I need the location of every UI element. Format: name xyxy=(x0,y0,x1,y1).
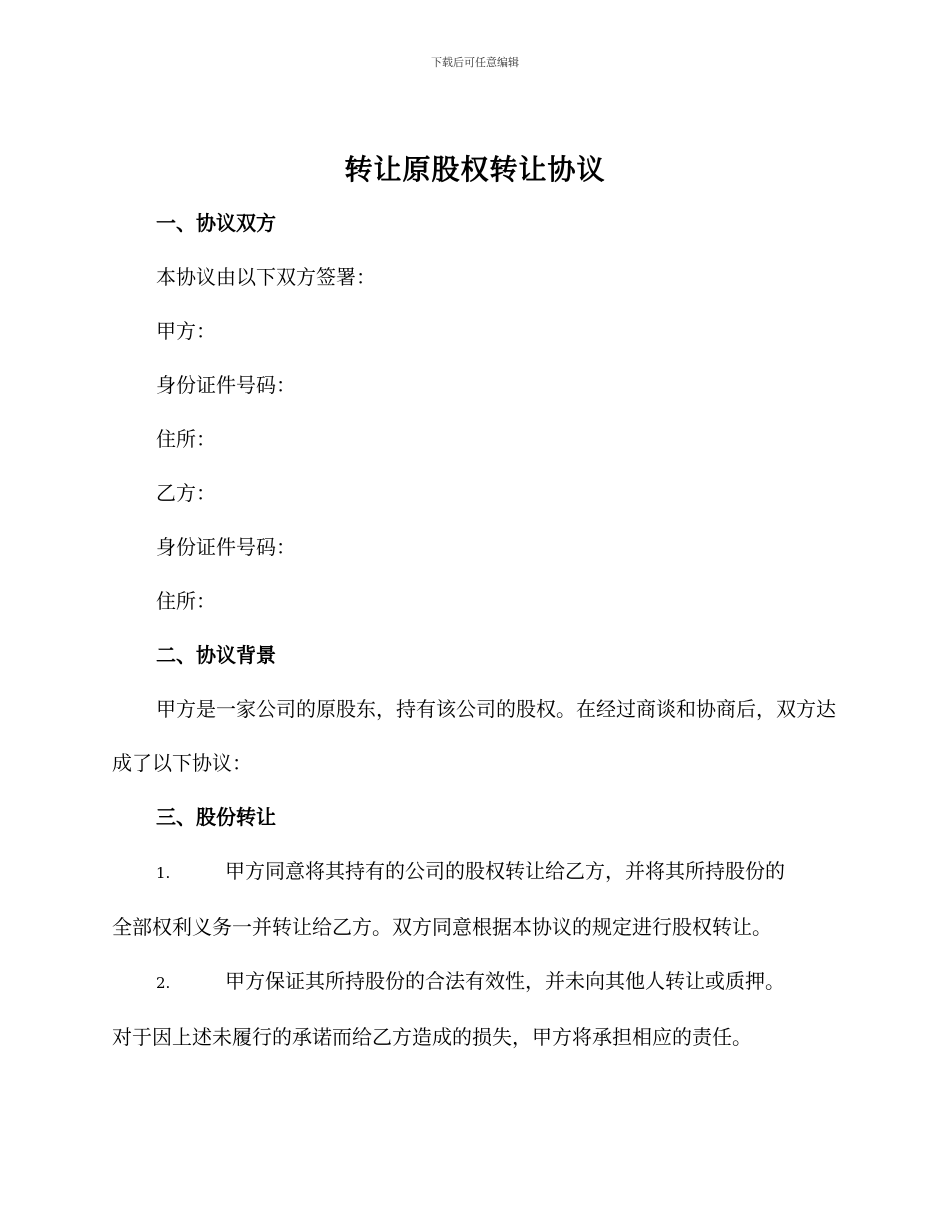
clause-2 xyxy=(112,954,842,1064)
party-b-address-label: 住所： xyxy=(156,589,216,613)
clause-1-number: 1. xyxy=(156,864,171,882)
section-heading-share-transfer: 三、股份转让 xyxy=(156,805,276,829)
party-b-label: 乙方： xyxy=(156,481,216,505)
page-header-note: 下载后可任意编辑 xyxy=(431,56,519,69)
clause-2-text-line1: 甲方保证其所持股份的合法有效性，并未向其他人转让或质押。 xyxy=(225,969,785,993)
document-title: 转让原股权转让协议 xyxy=(344,153,606,186)
section-heading-background: 二、协议背景 xyxy=(156,643,276,667)
document-body xyxy=(112,196,842,1064)
clause-2-text-line2: 对于因上述未履行的承诺而给乙方造成的损失，甲方将承担相应的责任。 xyxy=(112,1025,752,1049)
party-b-id-label: 身份证件号码： xyxy=(156,535,296,559)
parties-intro: 本协议由以下双方签署： xyxy=(156,265,376,289)
background-paragraph: 甲方是一家公司的原股东，持有该公司的股权。在经过商谈和协商后，双方达成了以下协议： xyxy=(112,697,836,775)
clause-1-text-line2: 全部权利义务一并转让给乙方。双方同意根据本协议的规定进行股权转让。 xyxy=(112,915,772,939)
clause-2-number: 2. xyxy=(156,974,171,992)
clause-1 xyxy=(112,844,842,954)
clause-1-text-line1: 甲方同意将其持有的公司的股权转让给乙方，并将其所持股份的 xyxy=(225,859,785,883)
party-a-address-label: 住所： xyxy=(156,427,216,451)
section-heading-parties: 一、协议双方 xyxy=(156,211,276,235)
party-a-id-label: 身份证件号码： xyxy=(156,373,296,397)
party-a-label: 甲方： xyxy=(156,319,216,343)
